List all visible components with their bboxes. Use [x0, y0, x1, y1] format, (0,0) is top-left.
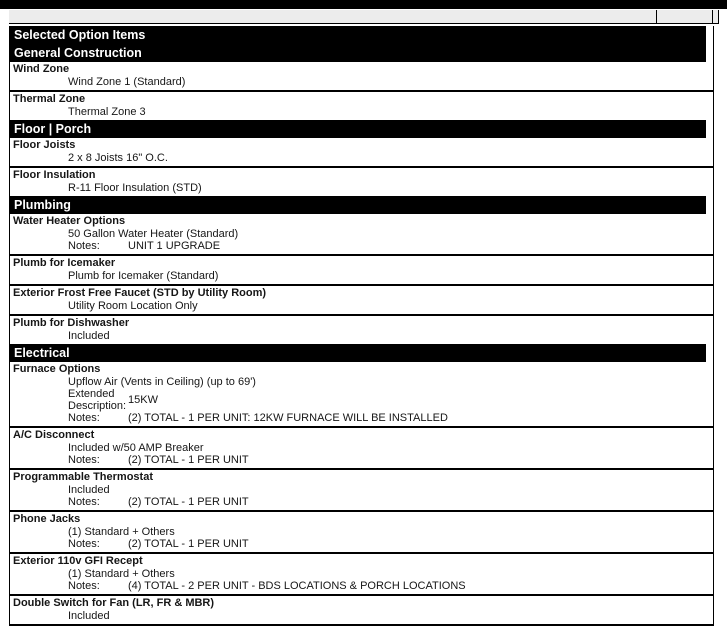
- notes-value: (4) TOTAL - 2 PER UNIT - BDS LOCATIONS & PORCH LOCATIONS: [128, 580, 466, 592]
- option-item-label: Exterior 110v GFI Recept: [13, 555, 143, 567]
- option-description: R-11 Floor Insulation (STD): [68, 182, 202, 194]
- option-item-row: [10, 90, 713, 120]
- extended-description-label: Extended Description:: [68, 388, 127, 412]
- option-item-label: Thermal Zone: [13, 93, 86, 105]
- option-description: Included: [68, 610, 110, 622]
- option-item-row: [10, 468, 713, 510]
- spreadsheet-header-row: [9, 10, 719, 24]
- section-header-electrical: Electrical: [10, 344, 706, 362]
- notes-label: Notes:: [68, 496, 100, 508]
- option-item-label: Phone Jacks: [13, 513, 81, 525]
- option-description: Wind Zone 1 (Standard): [68, 76, 186, 88]
- notes-label: Notes:: [68, 240, 100, 252]
- section-header-floor-porch: Floor | Porch: [10, 120, 706, 138]
- option-item-label: Programmable Thermostat: [13, 471, 153, 483]
- top-bar: [0, 0, 727, 9]
- option-description: Included: [68, 330, 110, 342]
- option-item-label: Floor Insulation: [13, 169, 96, 181]
- header-cell: [713, 10, 719, 23]
- option-description: Thermal Zone 3: [68, 106, 146, 118]
- option-item-row: [10, 362, 713, 426]
- section-header-general-construction: General Construction: [10, 44, 706, 62]
- notes-label: Notes:: [68, 454, 100, 466]
- option-item-row: [10, 510, 713, 552]
- option-item-label: Floor Joists: [13, 139, 76, 151]
- notes-value: UNIT 1 UPGRADE: [128, 240, 221, 252]
- option-item-label: Water Heater Options: [13, 215, 126, 227]
- notes-value: (2) TOTAL - 1 PER UNIT: [128, 538, 249, 550]
- notes-row: [68, 454, 713, 466]
- option-item-row: [10, 284, 713, 314]
- option-description: Included w/50 AMP Breaker: [68, 442, 204, 454]
- report-title-bar: Selected Option Items: [10, 26, 706, 44]
- option-description: Utility Room Location Only: [68, 300, 198, 312]
- option-item-row: [10, 552, 713, 594]
- option-item-label: Wind Zone: [13, 63, 70, 75]
- option-item-row: [10, 138, 713, 166]
- header-cell: [657, 10, 713, 23]
- option-description: Plumb for Icemaker (Standard): [68, 270, 219, 282]
- option-description: Included: [68, 484, 110, 496]
- extended-description-row: [68, 388, 713, 412]
- notes-row: [68, 580, 713, 592]
- option-description: (1) Standard + Others: [68, 526, 175, 538]
- option-item-label: Exterior Frost Free Faucet (STD by Utility Room): [13, 287, 267, 299]
- notes-value: (2) TOTAL - 1 PER UNIT: 12KW FURNACE WILL BE INSTALLED: [128, 412, 448, 424]
- notes-row: [68, 538, 713, 550]
- option-item-label: Plumb for Dishwasher: [13, 317, 130, 329]
- option-item-label: A/C Disconnect: [13, 429, 95, 441]
- option-item-row: [10, 254, 713, 284]
- selected-options-table: [9, 26, 714, 626]
- notes-row: [68, 496, 713, 508]
- notes-label: Notes:: [68, 538, 100, 550]
- option-item-row: [10, 214, 713, 254]
- option-description: 2 x 8 Joists 16" O.C.: [68, 152, 168, 164]
- notes-row: [68, 240, 713, 252]
- header-cell: [9, 10, 657, 23]
- notes-label: Notes:: [68, 412, 100, 424]
- notes-row: [68, 412, 713, 424]
- section-header-plumbing: Plumbing: [10, 196, 706, 214]
- extended-description-value: 15KW: [128, 394, 158, 406]
- option-description: Upflow Air (Vents in Ceiling) (up to 69'): [68, 376, 256, 388]
- option-item-label: Plumb for Icemaker: [13, 257, 116, 269]
- option-item-row: [10, 594, 713, 624]
- option-description: (1) Standard + Others: [68, 568, 175, 580]
- notes-value: (2) TOTAL - 1 PER UNIT: [128, 454, 249, 466]
- notes-value: (2) TOTAL - 1 PER UNIT: [128, 496, 249, 508]
- notes-label: Notes:: [68, 580, 100, 592]
- option-item-row: [10, 426, 713, 468]
- option-item-row: [10, 314, 713, 344]
- option-item-row: [10, 62, 713, 90]
- option-item-label: Double Switch for Fan (LR, FR & MBR): [13, 597, 215, 609]
- option-description: 50 Gallon Water Heater (Standard): [68, 228, 239, 240]
- option-item-label: Furnace Options: [13, 363, 101, 375]
- option-item-row: [10, 166, 713, 196]
